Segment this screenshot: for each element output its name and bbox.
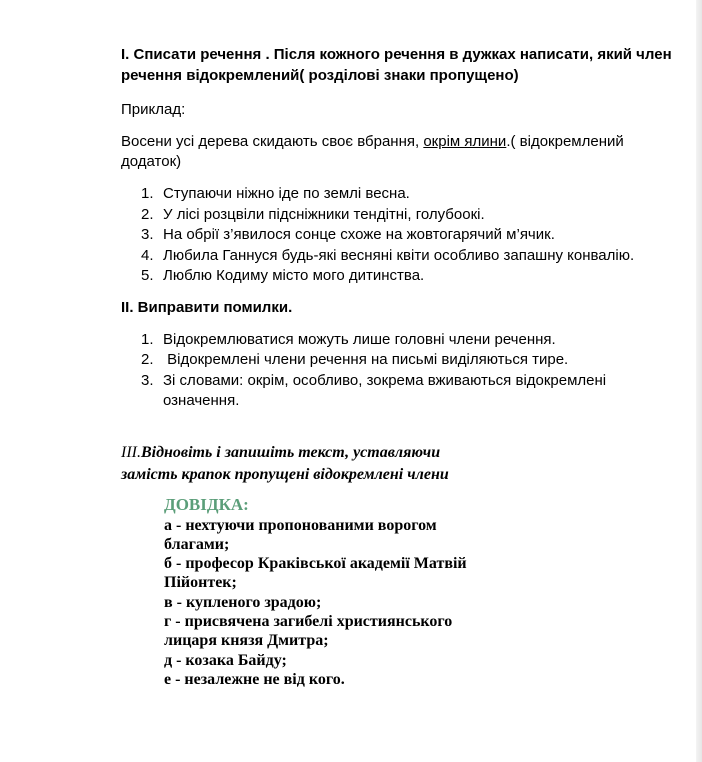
list-item-text: Люблю Кодиму місто мого дитинства.: [163, 267, 425, 284]
list-item: [121, 330, 681, 351]
section-3-title: [121, 442, 681, 486]
section-2: [121, 297, 681, 412]
section-3-roman: ІІІ.: [121, 443, 141, 461]
list-item-number: 3.: [141, 226, 154, 243]
section-1-list: [121, 184, 681, 287]
list-item-number: 1.: [141, 330, 154, 348]
list-item: [121, 246, 681, 267]
reference-line: в - купленого зрадою;: [164, 593, 322, 611]
reference-title: ДОВІДКА:: [164, 494, 249, 514]
reference-line: г - присвячена загибелі християнського: [164, 612, 453, 630]
section-1: [121, 44, 681, 287]
section-3: [121, 442, 681, 690]
list-item: [121, 350, 681, 371]
list-item-text: Любила Ганнуся будь-які весняні квіти особливо запашну конвалію.: [163, 246, 635, 264]
reference-block: [164, 494, 681, 690]
reference-line: благами;: [164, 535, 230, 553]
section-3-title-line-2: замість крапок пропущені відокремлені члени: [121, 465, 449, 483]
list-item-text: Зі словами: окрім, особливо, зокрема вживаються відокремлені: [163, 371, 607, 389]
example-sentence: [121, 132, 681, 172]
reference-line: Пійонтек;: [164, 574, 237, 592]
page-edge: [696, 0, 702, 762]
reference-line: а - нехтуючи пропонованими ворогом: [164, 516, 437, 534]
list-item-number: 4.: [141, 246, 154, 264]
section-1-title-line-2: речення відокремлений( розділові знаки пропущено): [121, 67, 519, 84]
list-item-number: 5.: [141, 267, 154, 284]
list-item-number: 1.: [141, 185, 154, 202]
section-1-title: [121, 44, 681, 86]
reference-line: е - незалежне не від кого.: [164, 670, 345, 688]
list-item-text: У лісі розцвіли підсніжники тендітні, голубоокі.: [163, 205, 485, 223]
list-item-number: 2.: [141, 205, 154, 223]
list-item-text: Відокремлені члени речення на письмі виділяються тире.: [163, 351, 569, 368]
example-start: Восени усі дерева скидають своє вбрання,: [121, 133, 424, 150]
example-end: .( відокремлений: [506, 133, 624, 150]
reference-line: д - козака Байду;: [164, 651, 287, 669]
list-item: [121, 205, 681, 226]
list-item: [121, 266, 681, 287]
section-3-title-rest: Відновіть і запишіть текст, уставляючи: [140, 443, 441, 461]
example-underlined: окрім ялини: [423, 133, 507, 150]
example-line-2: додаток): [121, 153, 182, 170]
list-item-text-line-2: означення.: [163, 392, 240, 409]
example-label: Приклад:: [121, 101, 186, 118]
list-item-number: 2.: [141, 351, 154, 368]
list-item: [121, 371, 681, 412]
section-2-title: II. Виправити помилки.: [121, 298, 293, 316]
list-item-text: Відокремлюватися можуть лише головні члени речення.: [163, 330, 556, 348]
section-2-list: [121, 330, 681, 412]
reference-line: лицаря князя Дмитра;: [164, 632, 329, 650]
reference-line: б - професор Краківської академії Матвій: [164, 555, 467, 573]
list-item-text: Ступаючи ніжно іде по землі весна.: [163, 185, 410, 202]
list-item-text: На обрії з’явилося сонце схоже на жовтогарячий м’ячик.: [163, 226, 555, 243]
list-item: [121, 184, 681, 205]
section-1-title-line-1: I. Списати речення . Після кожного речення в дужках написати, який член: [121, 46, 672, 63]
list-item-number: 3.: [141, 371, 154, 389]
list-item: [121, 225, 681, 246]
document-body: [121, 44, 681, 689]
